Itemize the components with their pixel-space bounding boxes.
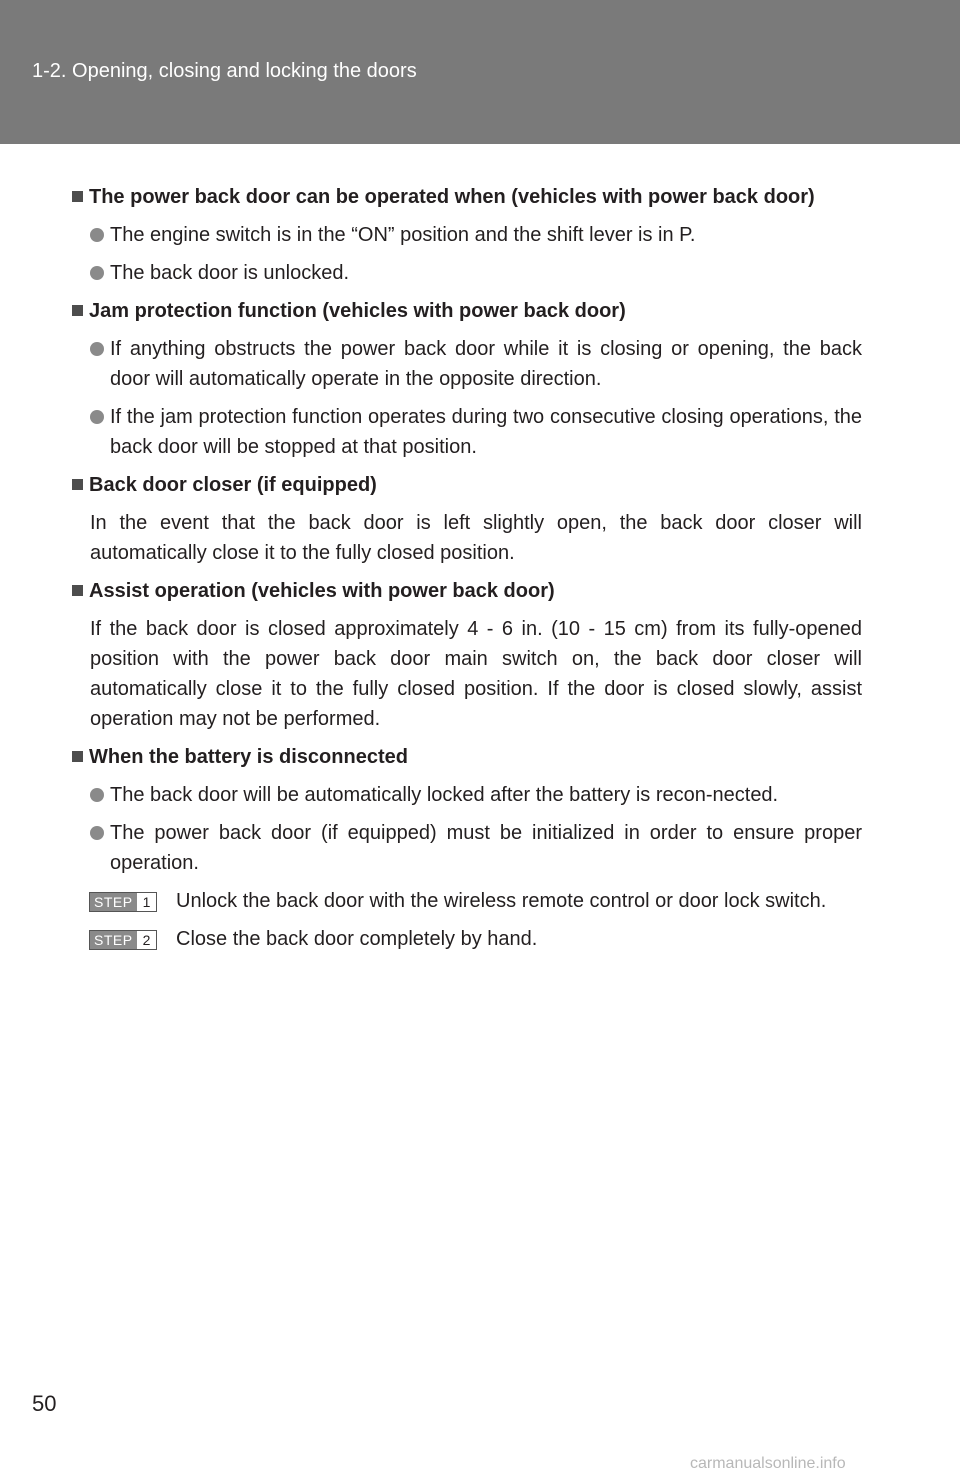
section-heading: Jam protection function (vehicles with power back door) [72, 296, 862, 326]
section-heading: When the battery is disconnected [72, 742, 862, 772]
page-number: 50 [32, 1391, 57, 1416]
circle-bullet-icon [90, 826, 104, 840]
list-item: The power back door (if equipped) must be initialized in order to ensure proper operation. [72, 818, 862, 878]
list-item: If the jam protection function operates during two consecutive closing operations, the back door will be stopped at that position. [72, 402, 862, 462]
square-bullet-icon [72, 305, 83, 316]
section-heading: Assist operation (vehicles with power back door) [72, 576, 862, 606]
paragraph: In the event that the back door is left slightly open, the back door closer will automatically close it to the fully closed position. [90, 512, 862, 564]
circle-bullet-icon [90, 410, 104, 424]
step-item: STEP 2 Close the back door completely by hand. [72, 924, 862, 954]
circle-bullet-icon [90, 342, 104, 356]
step-badge: STEP 1 [89, 892, 157, 912]
chapter-title: 1-2. Opening, closing and locking the doors [32, 60, 417, 82]
list-item: The engine switch is in the “ON” position and the shift lever is in P. [72, 220, 862, 250]
section-heading: The power back door can be operated when (vehicles with power back door) [72, 182, 862, 212]
circle-bullet-icon [90, 266, 104, 280]
step-badge: STEP 2 [89, 930, 157, 950]
list-item: The back door will be automatically locked after the battery is recon-nected. [72, 780, 862, 810]
circle-bullet-icon [90, 228, 104, 242]
list-item: The back door is unlocked. [72, 258, 862, 288]
page-content [72, 182, 862, 962]
section-heading: Back door closer (if equipped) [72, 470, 862, 500]
list-item: If anything obstructs the power back door while it is closing or opening, the back door will automatically operate in the opposite direction. [72, 334, 862, 394]
square-bullet-icon [72, 585, 83, 596]
header-band [0, 0, 960, 144]
square-bullet-icon [72, 191, 83, 202]
watermark: carmanualsonline.info [690, 1455, 846, 1472]
square-bullet-icon [72, 479, 83, 490]
paragraph: If the back door is closed approximately 4 - 6 in. (10 - 15 cm) from its fully-opened position with the power back door main switch on, the back door closer will automatically close it to the fully closed position. If the door is closed slowly, assist operation may not be performed. [90, 618, 862, 730]
circle-bullet-icon [90, 788, 104, 802]
step-item: STEP 1 Unlock the back door with the wireless remote control or door lock switch. [72, 886, 862, 916]
square-bullet-icon [72, 751, 83, 762]
